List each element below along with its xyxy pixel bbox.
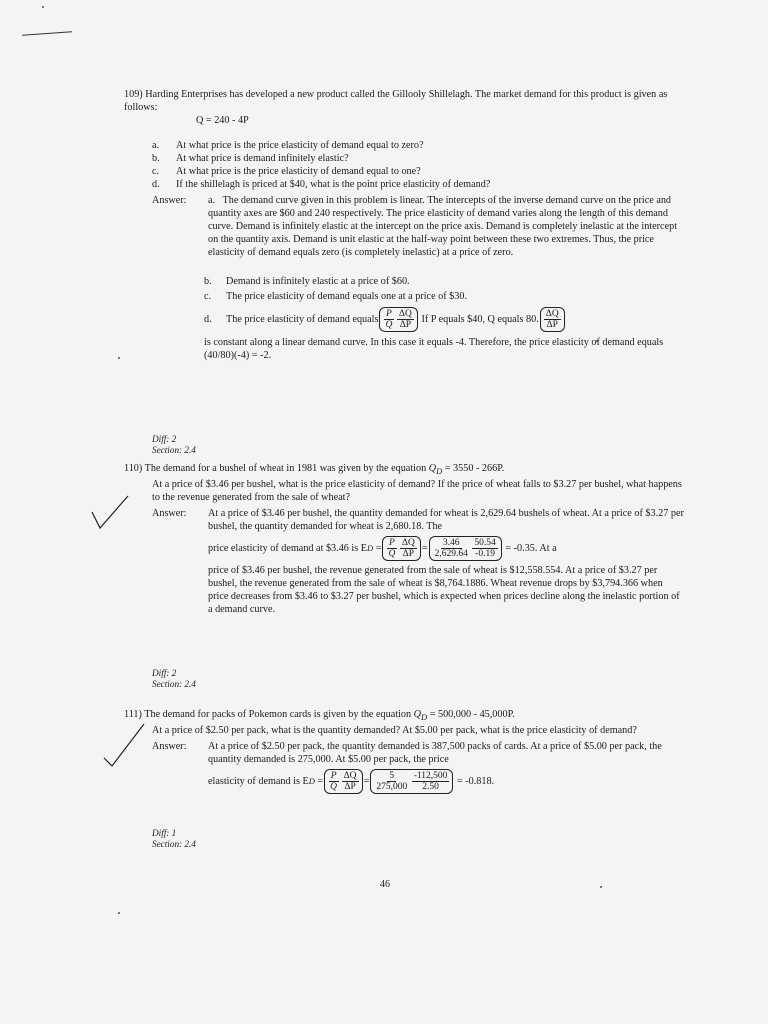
demand-equation: Q = 240 - 4P xyxy=(196,115,249,126)
sub-questions xyxy=(124,139,684,191)
question-111: 111) The demand for packs of Pokemon cards is given by the equation $Q_D = 500,000 - 45,000P$. At a price of $2.50 per pack, what is the quantity demanded? At $5.00 per pack, what is the price elasticity of demand? Answer: At a price of $2.50 per pack, the quantity demanded is 387,500 packs of cards. At a price of $5.00 per pack, the quantity demanded is 275,000. At $5.00 per pack, the price elasticity of demand is E D = $\frac{P}{Q}$ $\frac{\Delta Q}{\Delta P}$ = $\frac{5}{275,000}$ $\frac{-112,500}{2.50}$ = -0.818. xyxy=(124,708,684,794)
answer-c: c. The price elasticity of demand equals one at a price of $30. xyxy=(204,291,468,302)
question-110: 110) The demand for a bushel of wheat in 1981 was given by the equation $Q_D = 3550 - 266P$. At a price of $3.46 per bushel, what is the price elasticity of demand? If the price of wheat falls to $3.27 per bushel, what happens to the revenue generated from the sale of wheat? Answer: At a price of $3.46 per bushel, the quantity demanded for wheat is 2,629.64 bushels of wheat. At a price of $3.27 per bushel, the quantity demanded for wheat is 2,680.18. The price elasticity of demand at $3.46 is E D = $\frac{P}{Q}$ $\frac{\Delta Q}{\Delta P}$ = $\frac{3.46}{2,629.64}$ $\frac{50.54}{-0.19}$ = -0.35. At a price of $3.46 per bushel, the revenue generated from the sale of wheat is $12,558.554. At a price of $3.27 per bushel, the revenue generated from the sale of wheat is $8,764.1886. Wheat revenue drops by $3,794.366 when price decreases from $3.46 to $3.27 per bushel, which is expected when prices decline along the inelastic portion of a demand curve. xyxy=(124,463,684,616)
slope-formula: $\frac{\Delta Q}{\Delta P}$ xyxy=(540,307,565,332)
question-text: 110) The demand for a bushel of wheat in 1981 was given by the equation $Q_D = 3550 - 266P$. xyxy=(124,463,505,477)
answer-d: d. The price elasticity of demand equals $\frac{P}{Q}$ $\frac{\Delta Q}{\Delta P}$ If P equals $40, Q equals 80. $\frac{\Delta Q}{\Delta P}$ xyxy=(204,307,684,332)
page-number: 46 xyxy=(380,879,390,890)
pen-mark xyxy=(22,31,72,35)
question-109 xyxy=(124,88,684,362)
answer: Answer: At a price of $3.46 per bushel, the quantity demanded for wheat is 2,629.64 bushels of wheat. At a price of $3.27 per bushel, the quantity demanded for wheat is 2,680.18. The price elasticity of demand at $3.46 is E D = $\frac{P}{Q}$ $\frac{\Delta Q}{\Delta P}$ = $\frac{3.46}{2,629.64}$ $\frac{50.54}{-0.19}$ = -0.35. At a price of $3.46 per bushel, the revenue generated from the sale of wheat is $12,558.554. At a price of $3.27 per bushel, the revenue generated from the sale of wheat is $8,764.1886. Wheat revenue drops by $3,794.366 when price decreases from $3.46 to $3.27 per bushel, which is expected when prices decline along the inelastic portion of a demand curve. xyxy=(152,508,684,616)
speck xyxy=(118,912,120,914)
question-number: 109) xyxy=(124,89,143,100)
sub-question: b. At what price is demand infinitely elastic? xyxy=(152,153,349,164)
question-109-meta: Diff: 2 Section: 2.4 xyxy=(152,434,196,455)
sub-question: d. If the shillelagh is priced at $40, what is the point price elasticity of demand? xyxy=(152,179,491,190)
elasticity-calc: price elasticity of demand at $3.46 is E D = $\frac{P}{Q}$ $\frac{\Delta Q}{\Delta P}$ = $\frac{3.46}{2,629.64}$ $\frac{50.54}{-0.19}$ = -0.35. At a xyxy=(208,538,557,560)
answer-a: Answer: a. The demand curve given in this problem is linear. The intercepts of the inverse demand curve on the price and quantity axes are $60 and 240 respectively. The price elasticity of demand varies along the length of this demand curve. Demand is infinitely elastic at the intercept on the price axis. Demand is completely inelastic at the intercept on the quantity axis. Demand is unit elastic at the half-way point between these two extremes. Thus, the price elasticity of demand equals zero (is completely inelastic) at a price of zero. xyxy=(152,195,678,258)
elasticity-calc: elasticity of demand is E D = $\frac{P}{Q}$ $\frac{\Delta Q}{\Delta P}$ = $\frac{5}{275,000}$ $\frac{-112,500}{2.50}$ = -0.818. xyxy=(208,771,495,793)
question-110-meta: Diff: 2 Section: 2.4 xyxy=(152,668,196,689)
sub-question: c. At what price is the price elasticity of demand equal to one? xyxy=(152,166,421,177)
answer-b: b. Demand is infinitely elastic at a price of $60. xyxy=(204,276,410,287)
question-text: 111) The demand for packs of Pokemon cards is given by the equation $Q_D = 500,000 - 45,000P$. xyxy=(124,709,515,723)
sub-question: a. At what price is the price elasticity of demand equal to zero? xyxy=(152,140,424,151)
answer-d-conclusion: is constant along a linear demand curve. In this case it equals -4. Therefore, the price elasticity of demand equals (40/80)(-4) = -2. xyxy=(204,337,664,361)
answer: Answer: At a price of $2.50 per pack, the quantity demanded is 387,500 packs of cards. At a price of $5.00 per pack, the quantity demanded is 275,000. At $5.00 per pack, the price elasticity of demand is E D = $\frac{P}{Q}$ $\frac{\Delta Q}{\Delta P}$ = $\frac{5}{275,000}$ $\frac{-112,500}{2.50}$ = -0.818. xyxy=(124,740,684,794)
speck xyxy=(42,6,44,8)
speck xyxy=(600,886,602,888)
answers-b-d xyxy=(124,275,684,362)
question-111-meta: Diff: 1 Section: 2.4 xyxy=(152,828,196,849)
elasticity-formula: $\frac{P}{Q}$ $\frac{\Delta Q}{\Delta P}$ xyxy=(379,307,417,332)
question-text: 109) Harding Enterprises has developed a new product called the Gillooly Shillelagh. The market demand for this product is given as follows: xyxy=(124,89,668,113)
speck xyxy=(118,357,120,359)
